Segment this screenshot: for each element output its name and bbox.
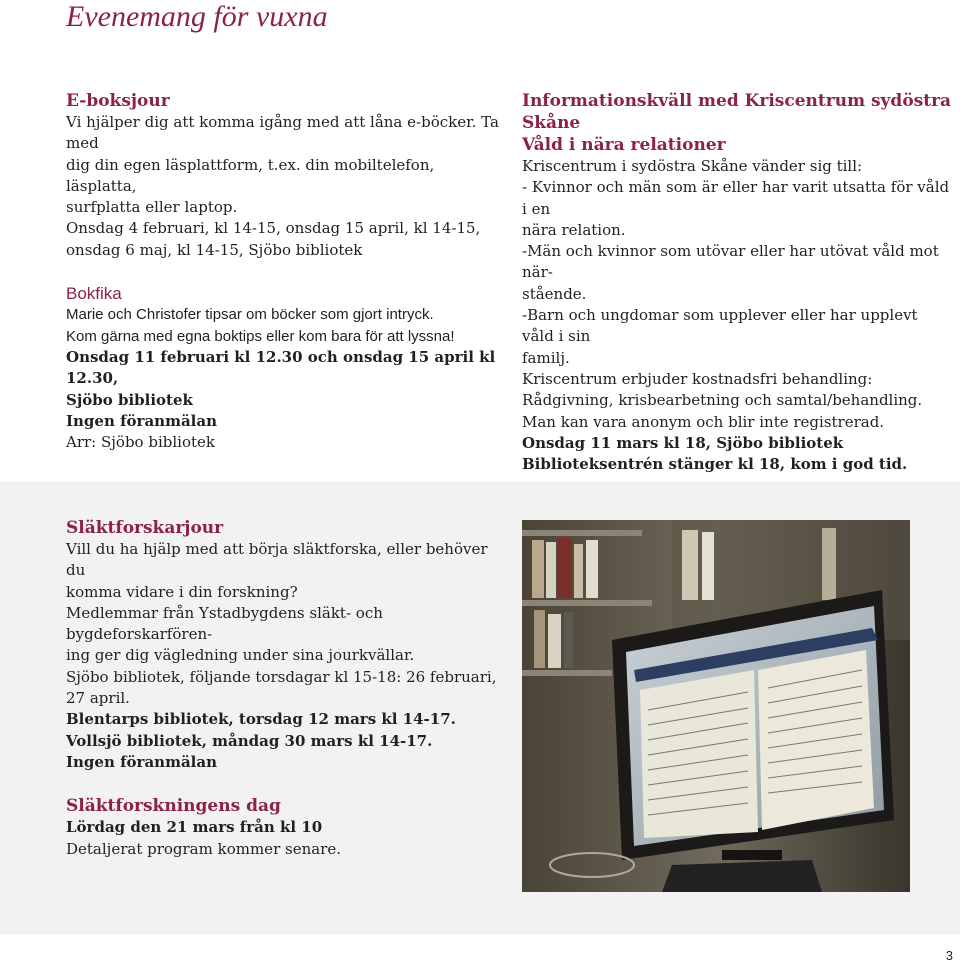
kriscentrum-text-8: Kriscentrum erbjuder kostnadsfri behandling: [522, 369, 873, 388]
eboks-text-1: Vi hjälper dig att komma igång med att låna e-böcker. Ta med [66, 113, 499, 153]
kriscentrum-text-10: Man kan vara anonym och blir inte registrerad. [522, 412, 885, 431]
eboks-text-3: surfplatta eller laptop. [66, 198, 238, 217]
kriscentrum-subheading: Våld i nära relationer [522, 135, 726, 155]
bokfika-text-1: Marie och Christofer tipsar om böcker som gjort intryck. [66, 306, 434, 324]
kriscentrum-text-5: stående. [522, 284, 587, 303]
page-title: Evenemang för vuxna [66, 0, 328, 33]
kriscentrum-text-7: familj. [522, 348, 570, 367]
kriscentrum-text-3: nära relation. [522, 220, 626, 239]
page-number: 3 [945, 948, 953, 963]
slaktforskarjour-text-4: ing ger dig vägledning under sina jourkvällar. [66, 646, 415, 665]
kriscentrum-notice: Biblioteksentrén stänger kl 18, kom i god tid. [522, 455, 908, 474]
eboks-heading: E-boksjour [66, 91, 170, 111]
eboks-text-2: dig din egen läsplattform, t.ex. din mobiltelefon, läsplatta, [66, 155, 435, 195]
bokfika-no-registration: Ingen föranmälan [66, 411, 217, 430]
kriscentrum-heading: Informationskväll med Kriscentrum sydöstra Skåne [522, 91, 952, 133]
bokfika-organizer: Arr: Sjöbo bibliotek [66, 433, 215, 452]
slaktforskarjour-heading: Släktforskarjour [66, 518, 224, 538]
slaktforskarjour-no-registration: Ingen föranmälan [66, 752, 217, 771]
monitor-illustration [522, 520, 910, 892]
slaktforskningens-dag-text: Detaljerat program kommer senare. [66, 839, 341, 858]
computer-monitor-photo [522, 520, 910, 892]
kriscentrum-text-2: - Kvinnor och män som är eller har varit utsatta för våld i en [522, 178, 950, 218]
kriscentrum-date: Onsdag 11 mars kl 18, Sjöbo bibliotek [522, 433, 844, 452]
bokfika-heading: Bokfika [66, 284, 122, 304]
slaktforskningens-dag-heading: Släktforskningens dag [66, 796, 281, 817]
kriscentrum-text-9: Rådgivning, krisbearbetning och samtal/behandling. [522, 391, 923, 410]
bokfika-location: Sjöbo bibliotek [66, 390, 193, 409]
kriscentrum-text-6: -Barn och ungdomar som upplever eller har upplevt våld i sin [522, 306, 918, 346]
slaktforskarjour-blentarp: Blentarps bibliotek, torsdag 12 mars kl 14-17. [66, 710, 456, 729]
left-column-bottom [66, 517, 506, 860]
left-column-top [66, 90, 506, 453]
kriscentrum-text-4: -Män och kvinnor som utövar eller har utövat våld mot när- [522, 242, 939, 282]
slaktforskarjour-text-5: Sjöbo bibliotek, följande torsdagar kl 15-18: 26 februari, [66, 667, 497, 686]
kriscentrum-text-1: Kriscentrum i sydöstra Skåne vänder sig till: [522, 157, 863, 175]
slaktforskarjour-text-1: Vill du ha hjälp med att börja släktforska, eller behöver du [66, 540, 488, 580]
slaktforskarjour-vollsjo: Vollsjö bibliotek, måndag 30 mars kl 14-17. [66, 731, 433, 750]
bokfika-text-2: Kom gärna med egna boktips eller kom bara för att lyssna! [66, 327, 455, 345]
right-column-top [522, 90, 952, 475]
slaktforskningens-dag-date: Lördag den 21 mars från kl 10 [66, 818, 323, 837]
slaktforskarjour-text-6: 27 april. [66, 689, 130, 708]
eboks-dates-2: onsdag 6 maj, kl 14-15, Sjöbo bibliotek [66, 240, 363, 259]
slaktforskarjour-text-2: komma vidare i din forskning? [66, 582, 298, 601]
bokfika-dates: Onsdag 11 februari kl 12.30 och onsdag 15 april kl 12.30, [66, 347, 496, 388]
eboks-dates-1: Onsdag 4 februari, kl 14-15, onsdag 15 april, kl 14-15, [66, 219, 481, 238]
slaktforskarjour-text-3: Medlemmar från Ystadbygdens släkt- och bygdeforskarfören- [66, 603, 383, 644]
